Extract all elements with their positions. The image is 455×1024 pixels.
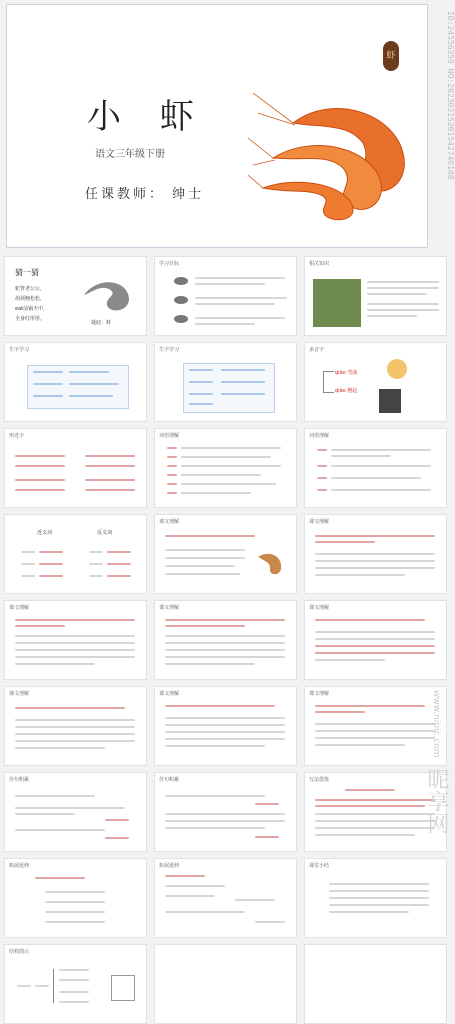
slide-header: 猜一猜	[15, 268, 39, 277]
slide-header: 写法借鉴	[309, 777, 330, 783]
slide-new-characters-1	[4, 342, 147, 422]
slide-learning-goals	[154, 256, 297, 336]
slide-blank-1	[154, 944, 297, 1024]
slide-header: 课堂小结	[309, 863, 330, 869]
slide-header: 佳句积累	[159, 777, 180, 783]
slide-header: 多音字	[309, 347, 325, 353]
cover-slide	[6, 4, 455, 248]
reading-a: qiāo 弯曲	[335, 370, 358, 376]
photo-thumbnail	[379, 389, 401, 413]
synonym-heading: 近义词	[37, 530, 53, 536]
seal-stamp: 虾	[383, 41, 399, 71]
slide-text-3	[4, 600, 147, 680]
shrimp-small-icon	[255, 549, 285, 579]
slide-text-5	[304, 600, 447, 680]
slide-header: 结构图示	[9, 949, 30, 955]
slide-header: 课文理解	[9, 605, 30, 611]
slide-header: 课文理解	[309, 605, 330, 611]
shrimp-photo	[313, 279, 361, 327]
slide-header: 拓展延伸	[9, 863, 30, 869]
slide-header: 课文理解	[159, 519, 180, 525]
teacher-line: 任课教师： 绅士	[85, 187, 205, 202]
slide-header: 词语理解	[309, 433, 330, 439]
girl-figure	[387, 359, 407, 379]
slide-word-meaning-2	[304, 428, 447, 508]
watermark-brand: 昵享网	[424, 768, 449, 835]
slide-new-characters-2	[154, 342, 297, 422]
reading-b: qiào 翘起	[335, 388, 358, 394]
slide-header: 拓展延伸	[159, 863, 180, 869]
slide-word-meaning-1	[154, 428, 297, 508]
slide-guess-riddle	[4, 256, 147, 336]
slide-good-sentences-2	[154, 772, 297, 852]
slide-extension-1	[4, 858, 147, 938]
slide-synonyms-antonyms	[4, 514, 147, 594]
shrimp-sketch-icon	[79, 275, 134, 315]
slide-header: 生字学习	[9, 347, 30, 353]
slide-header: 佳句积累	[9, 777, 30, 783]
lesson-subtitle: 语文三年级下册	[95, 149, 165, 160]
shrimp-illustration	[253, 83, 413, 223]
slide-header: 词语理解	[159, 433, 180, 439]
antonym-heading: 反义词	[97, 530, 113, 536]
lesson-title: 小 虾	[87, 97, 208, 137]
slide-polyphone	[304, 342, 447, 422]
slide-text-1	[154, 514, 297, 594]
riddle-answer: 谜底：虾	[91, 320, 112, 326]
summary-box	[111, 975, 135, 1001]
slide-text-2	[304, 514, 447, 594]
slide-header: 课文理解	[159, 605, 180, 611]
slide-header: 相关知识	[309, 261, 330, 267]
slide-header: 形近字	[9, 433, 25, 439]
watermark	[426, 690, 452, 1020]
shrimp-bullet-icons	[173, 275, 189, 329]
riddle-line: 全身红彤彤。	[15, 316, 46, 322]
slide-similar-characters	[4, 428, 147, 508]
slide-header: 课文理解	[309, 519, 330, 525]
slide-header: 课文理解	[9, 691, 30, 697]
slide-header: 课文理解	[159, 691, 180, 697]
watermark-site: www.nipic.com	[431, 690, 441, 758]
image-id-strip: ID:24556359 NO:20230315201542740108	[446, 11, 455, 180]
slide-header: 课文理解	[309, 691, 330, 697]
riddle-line: eat前锅火中，	[15, 306, 49, 312]
slide-related-knowledge	[304, 256, 447, 336]
slide-text-6	[4, 686, 147, 766]
slide-text-7	[154, 686, 297, 766]
slide-extension-2	[154, 858, 297, 938]
slide-text-4	[154, 600, 297, 680]
riddle-line: 胡须翘松松，	[15, 296, 46, 302]
slide-structure-diagram	[4, 944, 147, 1024]
slide-good-sentences-1	[4, 772, 147, 852]
slide-header: 生字学习	[159, 347, 180, 353]
riddle-line: 驼背老公公，	[15, 286, 46, 292]
slide-header: 学习目标	[159, 261, 180, 267]
